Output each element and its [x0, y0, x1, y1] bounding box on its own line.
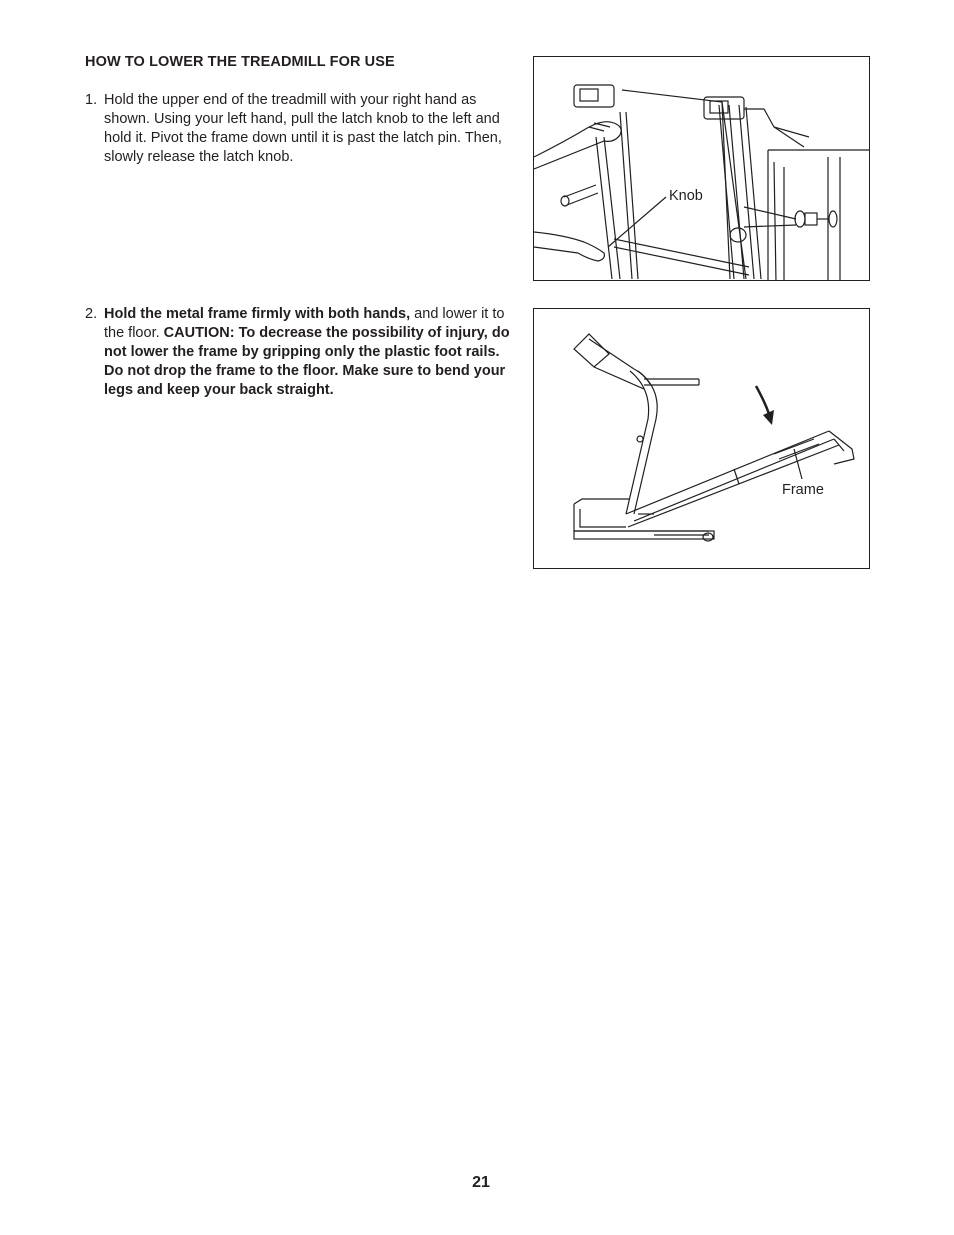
step-2-number: 2.	[85, 306, 98, 322]
step-2-caution: CAUTION: To decrease the possibility of injury, do not lower the frame by gripping only the plastic foot rails. Do not drop the frame to the floor. Make sure to bend your legs and keep your back straight.	[104, 325, 510, 398]
figure-lower-frame	[533, 308, 870, 569]
step-2-text	[104, 305, 510, 400]
step-1-text: Hold the upper end of the treadmill with your right hand as shown. Using your left hand, pull the latch knob to the left and hold it. Pivot the frame down until it is past the latch pin. Then, slowly release the latch knob.	[104, 92, 502, 165]
step-2-bold-lead: Hold the metal frame firmly with both hands,	[104, 306, 411, 322]
step-2-normal-text: and lower it to the floor.	[104, 306, 505, 341]
page-number: 21	[472, 1174, 490, 1191]
step-1-number: 1.	[85, 92, 98, 108]
latch-knob-illustration	[534, 57, 870, 281]
step-2	[85, 305, 510, 400]
lower-frame-illustration	[534, 309, 870, 569]
figure-latch-knob	[533, 56, 870, 281]
section-heading: HOW TO LOWER THE TREADMILL FOR USE	[85, 54, 395, 70]
step-1	[85, 91, 510, 167]
knob-callout: Knob	[669, 188, 703, 204]
frame-callout: Frame	[782, 482, 824, 498]
